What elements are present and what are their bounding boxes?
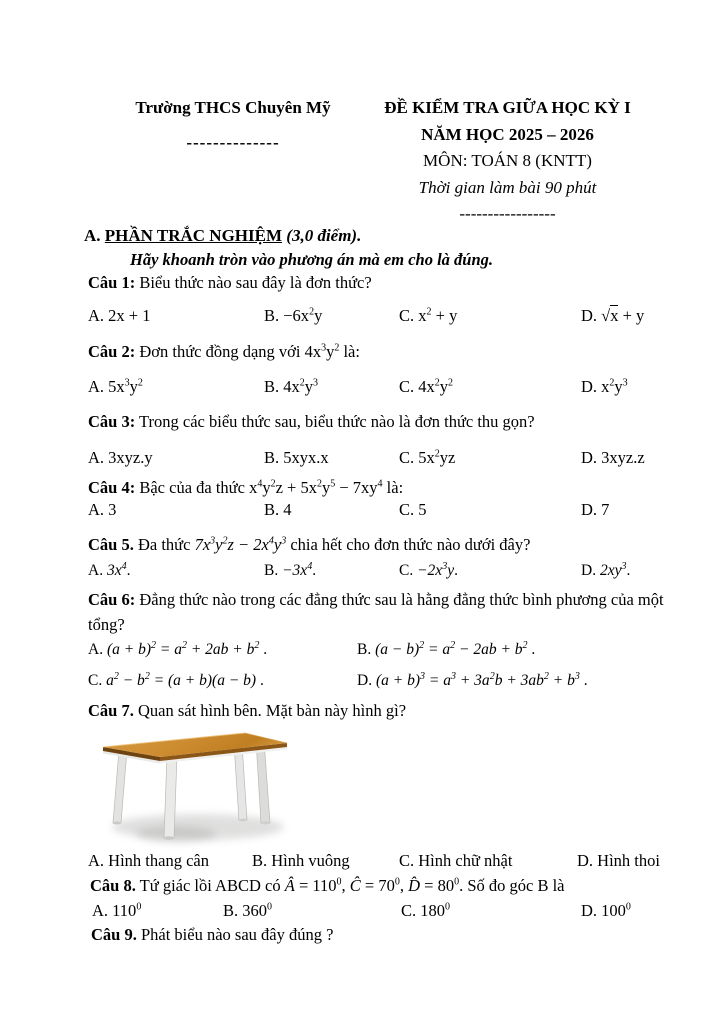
question-2-options [88,377,666,397]
question-3-label: Câu 3: [88,412,136,431]
option-a: A. $5x^3y^2$ [88,377,143,396]
option-b: B. Hình vuông [252,851,350,870]
question-5-text: Đa thức $7x^3y^2z - 2x^4y^3$ chia hết cho đơn thức nào dưới đây? [137,535,531,554]
school-divider-dashes: -------------- [186,133,280,152]
option-c: C. $4x^2y^2$ [399,377,454,396]
leg-foot [239,819,247,822]
option-b: B. $(a - b)^2 = a^2 - 2ab + b^2$ . [357,639,536,658]
question-1-text: Biểu thức nào sau đây là đơn thức? [139,273,372,292]
option-d: D. $(a + b)^3 = a^3 + 3a^2b + 3ab^2 + b^3$ . [357,670,588,689]
option-d: D. √x + y [581,306,645,325]
leg-foot [113,822,121,825]
option-a: A. $3x^4$. [88,560,131,579]
question-7-label: Câu 7. [88,701,134,720]
instruction: Hãy khoanh tròn vào phương án mà em cho là đúng. [130,250,494,269]
question-1-label: Câu 1: [88,273,136,292]
option-c: C. $-2x^3y$. [399,560,458,579]
question-8-label: Câu 8. [90,876,136,895]
option-a: A. $(a + b)^2 = a^2 + 2ab + b^2$ . [88,639,268,658]
question-2-label: Câu 2: [88,342,136,361]
option-a: A. $110^0$ [92,901,142,920]
question-5-label: Câu 5. [88,535,134,554]
option-c: C. $180^0$ [401,901,451,920]
option-c: C. $5x^2yz$ [399,448,456,467]
option-a: A. 2x + 1 [88,306,151,325]
question-2 [88,342,360,362]
question-6-options-row-1 [88,640,666,660]
leg-foot [164,836,174,840]
option-b: B. 5xyx.x [264,448,329,467]
duration-line: Thời gian làm bài 90 phút [418,177,597,197]
option-a: A. 3 [88,500,117,519]
question-9-text: Phát biểu nào sau đây đúng ? [140,925,334,944]
question-5-options [88,561,666,581]
question-3-text: Trong các biểu thức sau, biểu thức nào là đơn thức thu gọn? [139,412,535,431]
question-6-options-row-2 [88,671,666,691]
table-photo [98,726,300,852]
section-a-points: (3,0 điểm). [282,226,362,245]
question-6-text: Đẳng thức nào trong các đẳng thức sau là hằng đẳng thức bình phương của một tổng? [88,590,664,634]
option-a: A. 3xyz.y [88,448,153,467]
question-9 [91,925,333,945]
school-year: NĂM HỌC 2025 – 2026 [421,124,594,144]
exam-title: ĐỀ KIỂM TRA GIỮA HỌC KỲ I [384,98,631,117]
section-a-heading [84,226,361,246]
question-4-text: Bậc của đa thức $x^4y^2z + 5x^2y^5 - 7xy^4$ là: [139,478,404,497]
question-1-options [88,306,666,326]
option-b: B. $-3x^4$. [264,560,317,579]
option-b: B. $-6x^2y$ [264,306,323,325]
leg-foot [261,822,269,825]
table-shadow-inner [136,826,216,842]
option-d: D. 7 [581,500,610,519]
option-c: C. $x^2 + y$ [399,306,458,325]
question-3-options [88,448,666,468]
question-6-label: Câu 6: [88,590,136,609]
option-d: D. $100^0$ [581,901,631,920]
question-3 [88,412,535,432]
question-7-text: Quan sát hình bên. Mặt bàn này hình gì? [137,701,407,720]
option-d: D. 3xyz.z [581,448,645,467]
header-divider-dashes: ----------------- [459,204,556,223]
option-b: B. $360^0$ [223,901,273,920]
option-c: C. 5 [399,500,427,519]
option-b: B. 4 [264,500,292,519]
option-a: A. Hình thang cân [88,851,209,870]
question-7 [88,701,406,721]
question-9-label: Câu 9. [91,925,137,944]
option-c: C. $a^2 - b^2 = (a + b)(a - b)$ . [88,670,264,689]
header-left [108,96,358,155]
option-d: D. $x^2y^3$ [581,377,628,396]
option-d: D. $2xy^3$. [581,560,631,579]
question-4-label: Câu 4: [88,478,136,497]
section-a-prefix: A. [84,226,105,245]
question-2-text: Đơn thức đồng dạng với $4x^3y^2$ là: [139,342,360,361]
question-8-options [92,901,670,921]
subject-line: MÔN: TOÁN 8 (KNTT) [423,151,592,170]
question-6 [88,587,666,637]
question-4 [88,478,403,498]
question-1 [88,273,372,293]
section-a-title: PHẦN TRẮC NGHIỆM [104,226,283,245]
option-d: D. Hình thoi [577,851,660,870]
question-8-text: Tứ giác lồi ABCD có Â = $110^0$, Ĉ = $70^0$, D̂ = $80^0$. Số đo góc B là [139,876,565,895]
question-4-options [88,500,666,520]
question-7-options [88,851,666,871]
option-b: B. $4x^2y^3$ [264,377,319,396]
school-name: Trường THCS Chuyên Mỹ [135,98,331,117]
header-right [355,95,660,228]
question-5 [88,535,530,555]
option-c: C. Hình chữ nhật [399,851,513,870]
question-8 [90,876,565,896]
